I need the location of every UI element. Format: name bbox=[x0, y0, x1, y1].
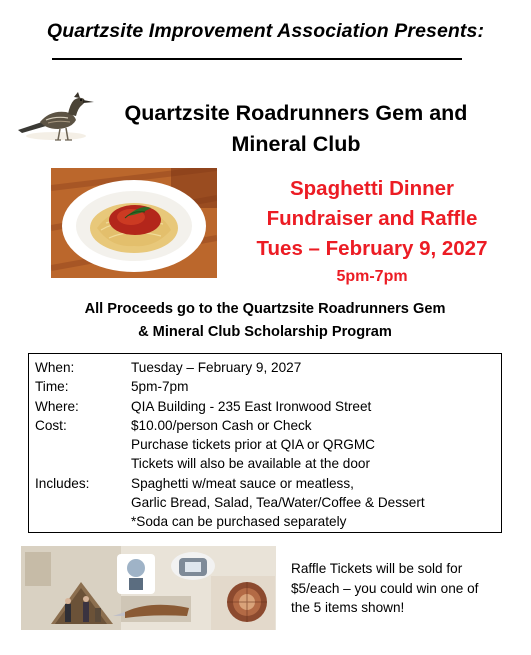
includes-value-main: Spaghetti w/meat sauce or meatless, bbox=[131, 475, 354, 491]
details-row-time bbox=[35, 377, 501, 396]
where-value: QIA Building - 235 East Ironwood Street bbox=[131, 398, 372, 414]
header-divider bbox=[52, 58, 462, 60]
presents-header: Quartzsite Improvement Association Presents: bbox=[46, 20, 485, 42]
raffle-items-image bbox=[21, 546, 276, 630]
includes-label: Includes: bbox=[35, 475, 90, 491]
raffle-info bbox=[291, 559, 521, 618]
raffle-line3: the 5 items shown! bbox=[291, 600, 405, 615]
proceeds-statement bbox=[20, 298, 510, 344]
cost-note-door: Tickets will also be available at the door bbox=[131, 456, 371, 472]
includes-value-soda: *Soda can be purchased separately bbox=[131, 514, 347, 530]
event-title-line2: Fundraiser and Raffle bbox=[266, 207, 478, 230]
proceeds-line1: All Proceeds go to the Quartzsite Roadrunners Gem bbox=[84, 301, 446, 317]
details-row-cost bbox=[35, 416, 501, 435]
details-row-includes bbox=[35, 474, 501, 493]
cost-value: $10.00/person Cash or Check bbox=[131, 417, 312, 433]
event-title-line1: Spaghetti Dinner bbox=[289, 177, 454, 200]
when-value: Tuesday – February 9, 2027 bbox=[131, 360, 302, 375]
proceeds-line2: & Mineral Club Scholarship Program bbox=[138, 324, 392, 340]
details-row-cost-note2 bbox=[35, 454, 501, 473]
when-label: When: bbox=[35, 360, 75, 375]
time-label: Time: bbox=[35, 379, 69, 395]
cost-note-prior: Purchase tickets prior at QIA or QRGMC bbox=[131, 437, 376, 453]
club-title-line2: Mineral Club bbox=[231, 132, 361, 156]
details-row-includes2 bbox=[35, 493, 501, 512]
club-title-line1: Quartzsite Roadrunners Gem and bbox=[124, 101, 468, 125]
club-title bbox=[96, 98, 496, 160]
raffle-line1: Raffle Tickets will be sold for bbox=[291, 561, 463, 576]
event-date: Tues – February 9, 2027 bbox=[256, 237, 488, 260]
where-label: Where: bbox=[35, 398, 79, 414]
details-row-includes3 bbox=[35, 512, 501, 531]
spaghetti-plate-image bbox=[51, 168, 217, 278]
details-row-cost-note1 bbox=[35, 435, 501, 454]
time-value: 5pm-7pm bbox=[131, 379, 189, 395]
details-row-where bbox=[35, 397, 501, 416]
details-row-when bbox=[35, 358, 501, 377]
roadrunner-icon bbox=[16, 92, 94, 144]
cost-label: Cost: bbox=[35, 417, 67, 433]
includes-value-sides: Garlic Bread, Salad, Tea/Water/Coffee & Dessert bbox=[131, 495, 425, 511]
raffle-line2: $5/each – you could win one of bbox=[291, 580, 479, 596]
event-details-box bbox=[28, 353, 502, 533]
event-heading bbox=[222, 174, 522, 290]
event-time: 5pm-7pm bbox=[336, 268, 408, 285]
